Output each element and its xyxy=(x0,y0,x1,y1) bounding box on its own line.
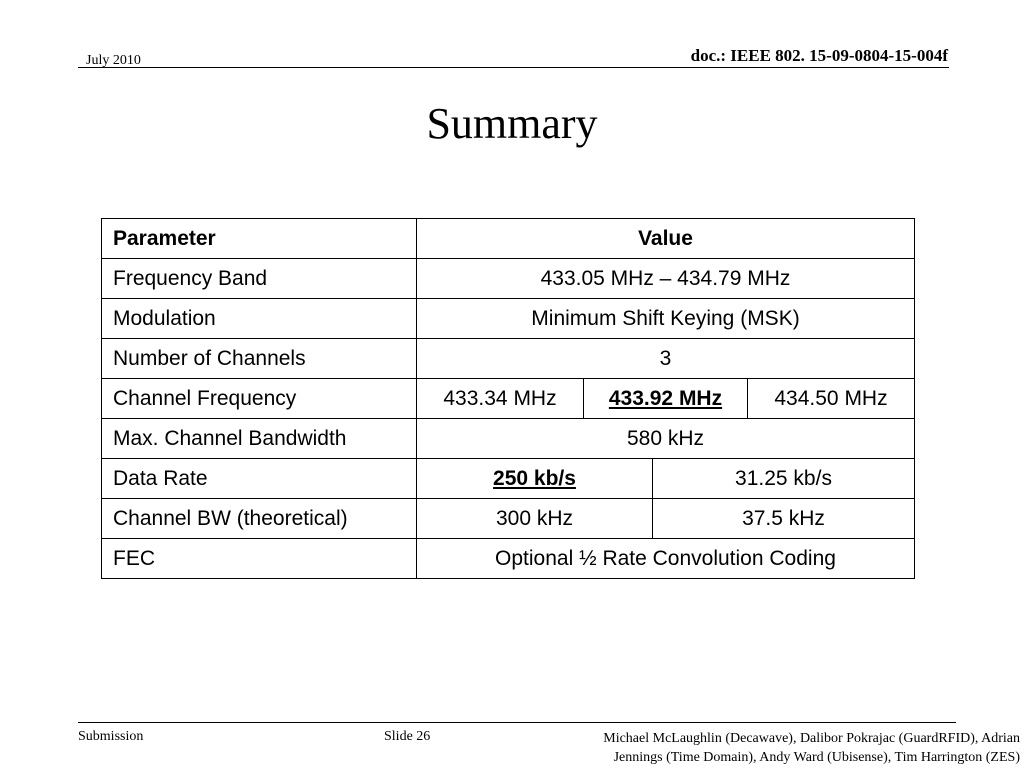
row-label: Frequency Band xyxy=(102,259,417,299)
footer-slide-number: Slide 26 xyxy=(384,729,431,744)
row-value: 300 kHz xyxy=(417,499,653,539)
header-parameter: Parameter xyxy=(102,219,417,259)
row-value: 434.50 MHz xyxy=(748,379,915,419)
row-value: 31.25 kb/s xyxy=(653,459,915,499)
summary-table xyxy=(101,218,915,579)
row-value: Optional ½ Rate Convolution Coding xyxy=(417,539,915,579)
table-row xyxy=(102,419,915,459)
row-label: Max. Channel Bandwidth xyxy=(102,419,417,459)
table-row xyxy=(102,299,915,339)
table-row xyxy=(102,459,915,499)
row-value: 37.5 kHz xyxy=(653,499,915,539)
row-value: 580 kHz xyxy=(417,419,915,459)
header-date: July 2010 xyxy=(86,53,141,68)
footer-submission: Submission xyxy=(78,729,144,744)
row-label: Number of Channels xyxy=(102,339,417,379)
page-title: Summary xyxy=(426,99,598,148)
header-divider xyxy=(78,67,949,68)
table-header-row xyxy=(102,219,915,259)
row-value: 433.05 MHz – 434.79 MHz xyxy=(417,259,915,299)
footer-authors xyxy=(603,729,1020,767)
table-row xyxy=(102,539,915,579)
footer-divider xyxy=(78,722,956,723)
footer-authors-line1: Michael McLaughlin (Decawave), Dalibor Pokrajac (GuardRFID), Adrian xyxy=(603,731,1020,746)
table-row xyxy=(102,259,915,299)
row-label: FEC xyxy=(102,539,417,579)
table-row xyxy=(102,379,915,419)
row-label: Data Rate xyxy=(102,459,417,499)
row-label: Modulation xyxy=(102,299,417,339)
row-value: Minimum Shift Keying (MSK) xyxy=(417,299,915,339)
header-doc-id: doc.: IEEE 802. 15-09-0804-15-004f xyxy=(690,46,948,65)
row-value-highlighted: 433.92 MHz xyxy=(584,379,748,419)
header-value: Value xyxy=(417,219,915,259)
row-value-highlighted: 250 kb/s xyxy=(417,459,653,499)
table-row xyxy=(102,339,915,379)
row-label: Channel BW (theoretical) xyxy=(102,499,417,539)
row-label: Channel Frequency xyxy=(102,379,417,419)
row-value: 3 xyxy=(417,339,915,379)
row-value: 433.34 MHz xyxy=(417,379,584,419)
footer-authors-line2: Jennings (Time Domain), Andy Ward (Ubisense), Tim Harrington (ZES) xyxy=(613,750,1020,765)
table-row xyxy=(102,499,915,539)
